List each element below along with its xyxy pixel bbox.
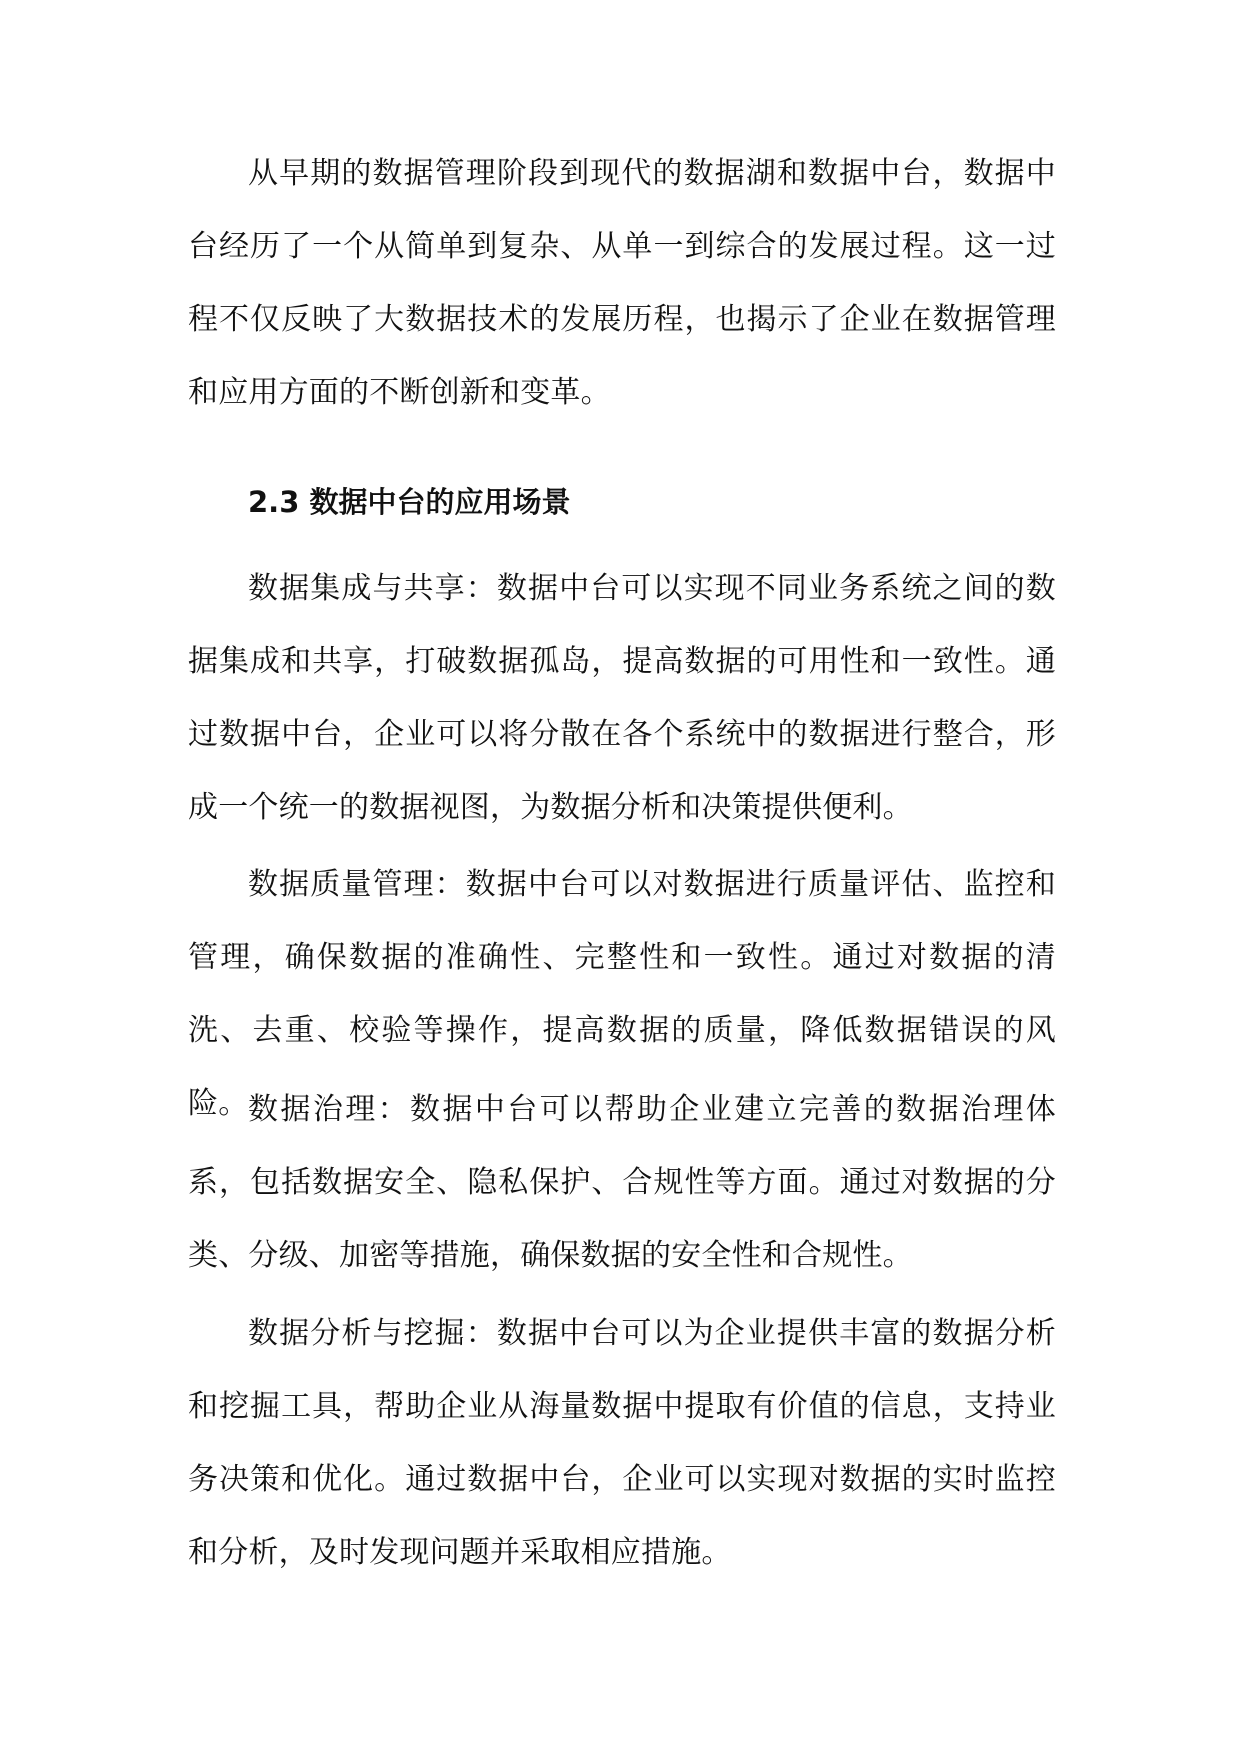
paragraph-data-quality: 数据质量管理：数据中台可以对数据进行质量评估、监控和管理，确保数据的准确性、完整性和一致性。通过对数据的清洗、去重、校验等操作，提高数据的质量，降低数据错误的风险。 <box>188 867 1056 1121</box>
paragraph-intro: 从早期的数据管理阶段到现代的数据湖和数据中台，数据中台经历了一个从简单到复杂、从单一到综合的发展过程。这一过程不仅反映了大数据技术的发展历程，也揭示了企业在数据管理和应用方面的不断创新和变革。 <box>188 156 1056 410</box>
paragraph-data-governance: 数据治理：数据中台可以帮助企业建立完善的数据治理体系，包括数据安全、隐私保护、合规性等方面。通过对数据的分类、分级、加密等措施，确保数据的安全性和合规性。 <box>188 1092 1056 1273</box>
section-heading: 2.3 数据中台的应用场景 <box>248 485 571 519</box>
paragraph-data-integration: 数据集成与共享：数据中台可以实现不同业务系统之间的数据集成和共享，打破数据孤岛，提高数据的可用性和一致性。通过数据中台，企业可以将分散在各个系统中的数据进行整合，形成一个统一的数据视图，为数据分析和决策提供便利。 <box>188 571 1056 825</box>
paragraph-data-analysis: 数据分析与挖掘：数据中台可以为企业提供丰富的数据分析和挖掘工具，帮助企业从海量数据中提取有价值的信息，支持业务决策和优化。通过数据中台，企业可以实现对数据的实时监控和分析，及时发现问题并采取相应措施。 <box>188 1316 1056 1570</box>
